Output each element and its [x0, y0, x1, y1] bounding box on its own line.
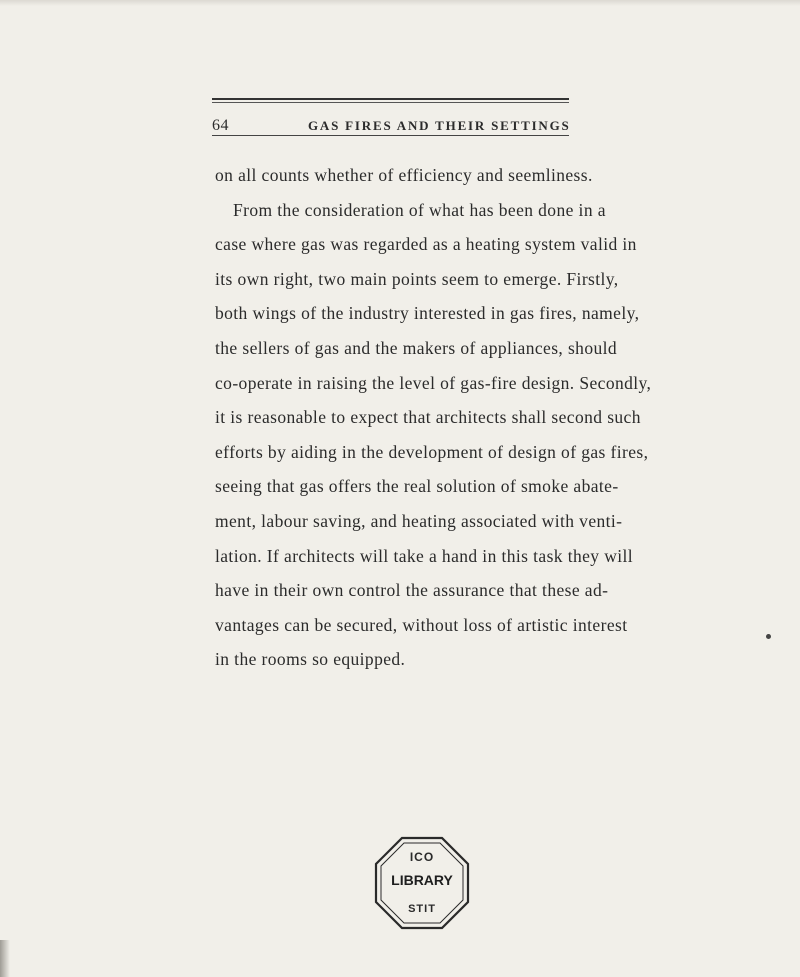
running-head-title: GAS FIRES AND THEIR SETTINGS — [308, 118, 571, 133]
svg-text:ICO: ICO — [409, 850, 435, 864]
library-stamp-icon — [372, 832, 472, 932]
body-line: From the consideration of what has been done in a — [233, 199, 606, 220]
page-edge-top — [0, 0, 800, 6]
header-rule-top — [212, 98, 569, 100]
body-line: lation. If architects will take a hand in this task they will — [215, 545, 634, 566]
body-line: case where gas was regarded as a heating system valid in — [215, 234, 637, 255]
body-line: ment, labour saving, and heating associated with venti- — [215, 510, 623, 531]
body-line: its own right, two main points seem to emerge. Firstly, — [215, 268, 619, 289]
running-header — [212, 98, 569, 136]
stamp-label: LIBRARY — [391, 872, 453, 888]
body-line: vantages can be secured, without loss of artistic interest — [215, 614, 628, 635]
library-stamp-graphic — [372, 832, 472, 932]
body-line: on all counts whether of efficiency and seemliness. — [215, 165, 593, 185]
body-line: have in their own control the assurance that these ad- — [215, 580, 609, 601]
body-line: both wings of the industry interested in gas fires, namely, — [215, 303, 640, 324]
body-line: seeing that gas offers the real solution of smoke abate- — [215, 476, 619, 497]
body-paragraph — [215, 158, 652, 677]
body-line: it is reasonable to expect that architects shall second such — [215, 407, 641, 428]
svg-text:STIT: STIT — [408, 903, 436, 915]
body-line: in the rooms so equipped. — [215, 649, 406, 670]
body-line: efforts by aiding in the development of design of gas fires, — [215, 441, 649, 462]
header-rule-bottom — [212, 135, 569, 136]
page-number: 64 — [212, 117, 229, 134]
body-line: co-operate in raising the level of gas-fire design. Secondly, — [215, 372, 652, 393]
body-line: the sellers of gas and the makers of appliances, should — [215, 337, 618, 358]
ink-speck — [766, 634, 771, 639]
page-edge-left — [0, 940, 10, 977]
header-row — [212, 103, 569, 133]
